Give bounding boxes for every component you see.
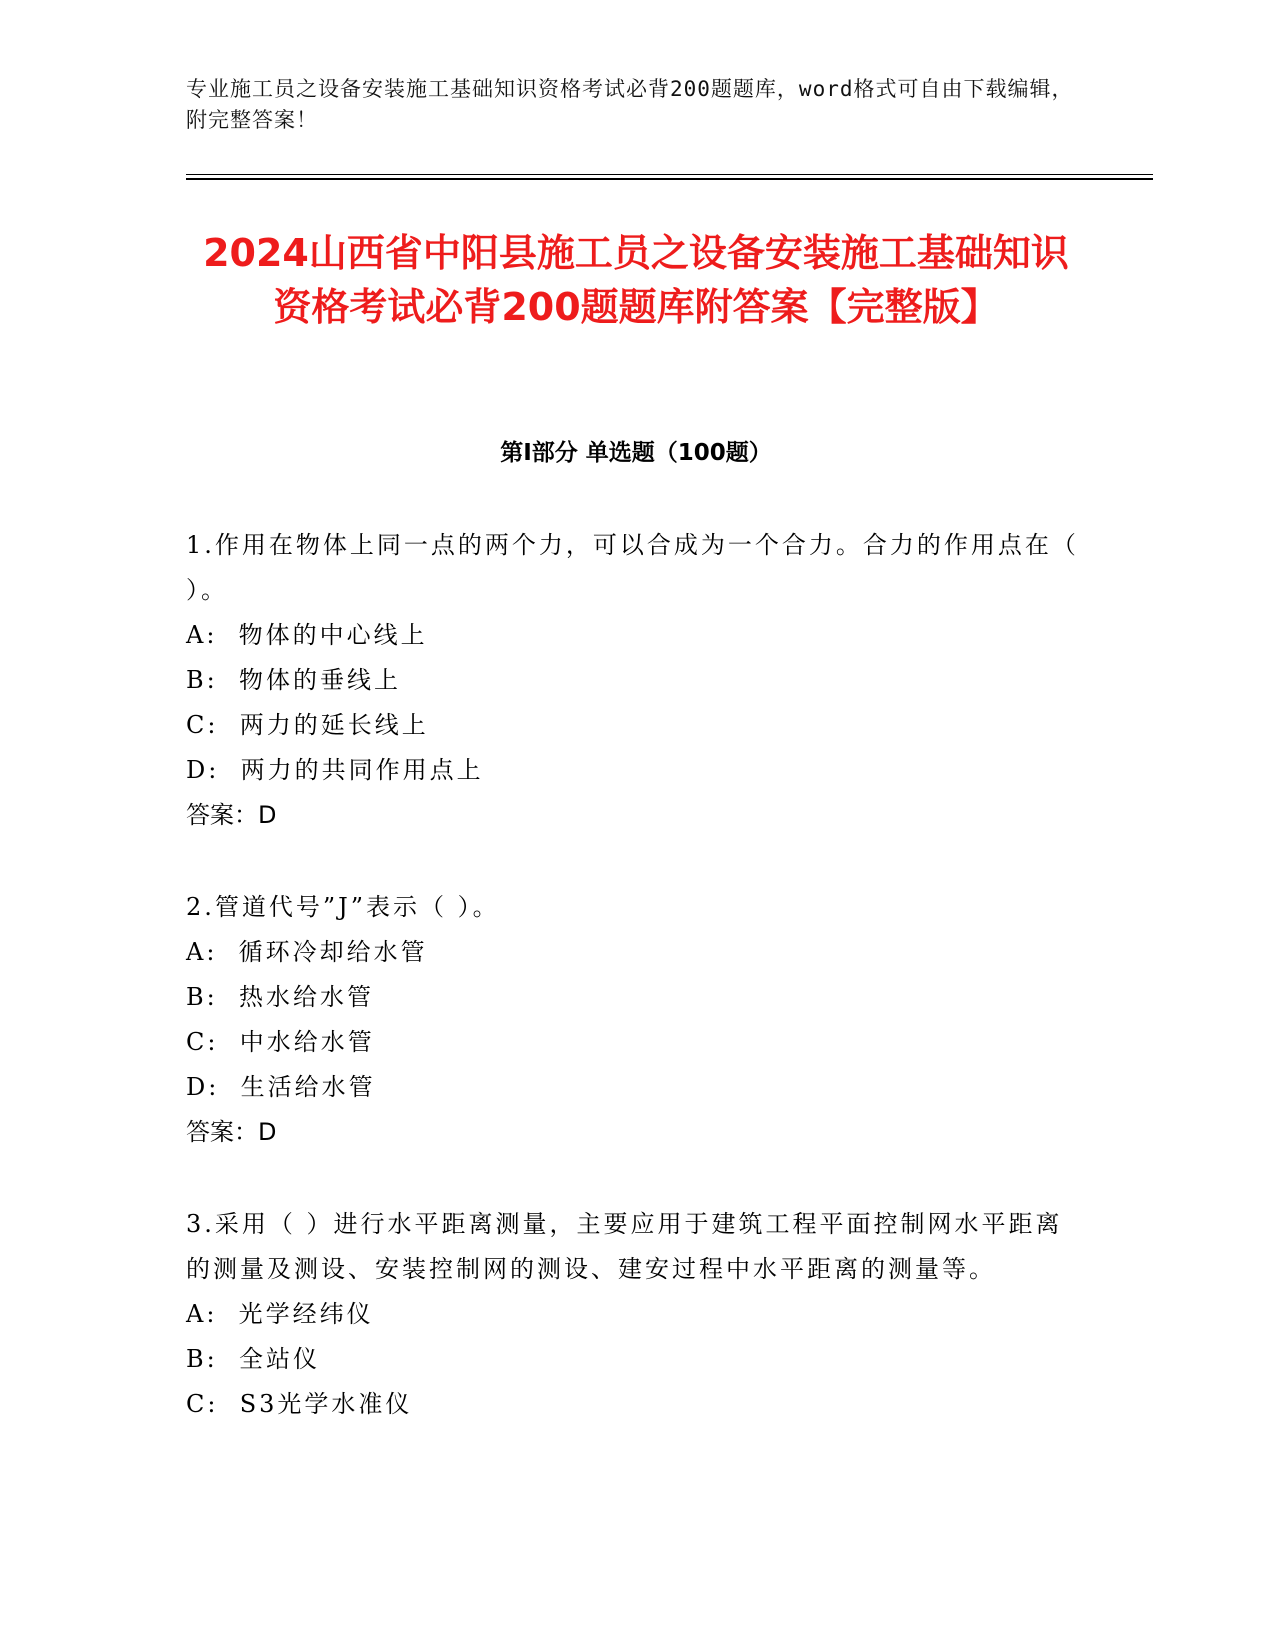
option-a: A: 光学经纬仪 — [186, 1300, 374, 1328]
option-c: C: S3光学水准仪 — [186, 1390, 413, 1418]
question-2 — [186, 885, 1086, 1155]
question-1 — [186, 523, 1086, 838]
question-3 — [186, 1202, 1086, 1427]
answer: 答案：D — [186, 1118, 277, 1146]
option-a: A: 物体的中心线上 — [186, 621, 428, 649]
answer: 答案：D — [186, 801, 277, 829]
header-divider-thick — [186, 178, 1153, 180]
option-b: B: 全站仪 — [186, 1345, 320, 1373]
option-b: B: 物体的垂线上 — [186, 666, 401, 694]
question-stem: 3.采用（ ）进行水平距离测量，主要应用于建筑工程平面控制网水平距离的测量及测设、安装控制网的测设、建安过程中水平距离的测量等。 — [186, 1210, 1063, 1283]
option-b: B: 热水给水管 — [186, 983, 374, 1011]
section-heading: 第I部分 单选题（100题） — [500, 440, 772, 466]
question-stem: 1.作用在物体上同一点的两个力，可以合成为一个合力。合力的作用点在（ ）。 — [186, 531, 1079, 604]
option-d: D: 两力的共同作用点上 — [186, 756, 484, 784]
question-stem: 2.管道代号”J”表示（ ）。 — [186, 893, 500, 921]
option-c: C: 两力的延长线上 — [186, 711, 429, 739]
header-note: 专业施工员之设备安装施工基础知识资格考试必背200题题库，word格式可自由下载编辑，附完整答案！ — [186, 77, 1074, 132]
header-divider-thin — [186, 174, 1153, 175]
document-title: 2024山西省中阳县施工员之设备安装施工基础知识资格考试必背200题题库附答案【完整版】 — [203, 231, 1069, 329]
option-c: C: 中水给水管 — [186, 1028, 375, 1056]
option-a: A: 循环冷却给水管 — [186, 938, 428, 966]
option-d: D: 生活给水管 — [186, 1073, 376, 1101]
